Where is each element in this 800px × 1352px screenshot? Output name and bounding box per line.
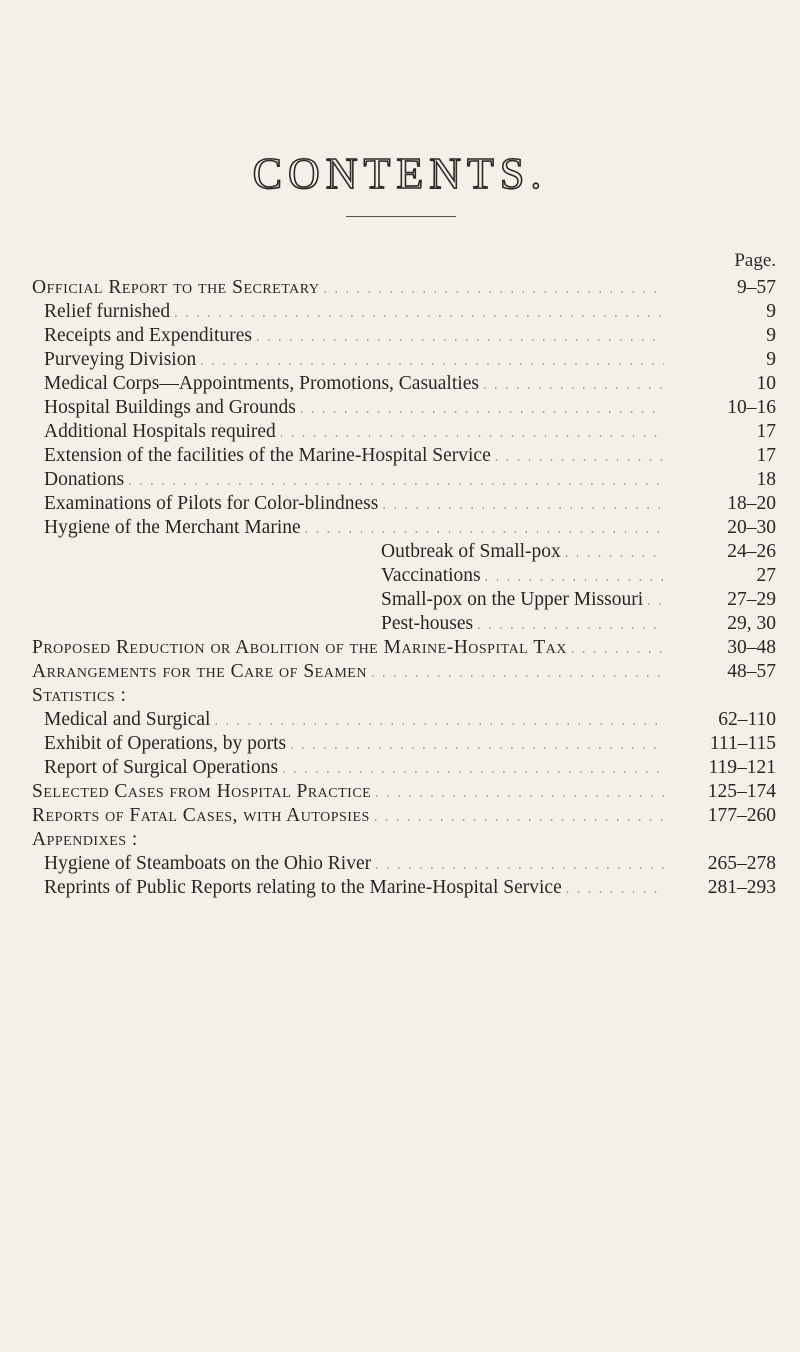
toc-entry-page: 177–260 [707,805,776,826]
dot-leader [382,494,664,518]
dot-leader [647,590,664,614]
toc-entry-label: Selected Cases from Hospital Practice [32,781,372,802]
dot-leader [128,470,664,494]
toc-entry [32,564,776,588]
toc-entry [32,804,776,828]
dot-leader [477,614,664,638]
toc-entry-page: 62–110 [718,709,776,730]
toc-entry-page: 125–174 [707,781,776,802]
dot-leader [571,638,664,662]
toc-entry-page: 111–115 [709,733,776,754]
toc-entry [32,324,776,348]
toc-entry-label: Statistics : [32,685,127,706]
toc-entry-page: 27–29 [727,589,776,610]
dot-leader [200,350,664,374]
dot-leader [174,302,664,326]
toc-entry-label: Pest-houses [381,613,474,634]
toc-entry [32,468,776,492]
toc-entry [32,540,776,564]
dot-leader [323,278,664,302]
toc-entry [32,660,776,684]
dot-leader [374,806,664,830]
toc-entry [32,876,776,900]
toc-entry-page: 281–293 [707,877,776,898]
toc-entry-label: Small-pox on the Upper Missouri [381,589,644,610]
toc-entry-page: 48–57 [727,661,776,682]
toc-entry [32,852,776,876]
toc-entry-page: 18–20 [727,493,776,514]
dot-leader [256,326,664,350]
toc-entry-label: Hygiene of Steamboats on the Ohio River [44,853,372,874]
dot-leader [375,854,664,878]
toc-entry [32,492,776,516]
toc-entry-page: 10 [756,373,776,394]
toc-entry-page: 9 [766,301,776,322]
toc-entry-label: Outbreak of Small-pox [381,541,561,562]
toc-entry-page: 24–26 [727,541,776,562]
toc-entry-label: Reports of Fatal Cases, with Autopsies [32,805,370,826]
dot-leader [566,878,664,902]
toc-entry-label: Medical Corps—Appointments, Promotions, Casualties [44,373,479,394]
toc-entry-page: 18 [756,469,776,490]
toc-entry [32,516,776,540]
page-title: CONTENTS. [252,149,548,198]
toc-entry-label: Extension of the facilities of the Marine-Hospital Service [44,445,491,466]
toc-entry-page: 9 [766,349,776,370]
toc-entry [32,828,776,852]
dot-leader [371,662,664,686]
toc-entry [32,612,776,636]
toc-entry-label: Report of Surgical Operations [44,757,279,778]
toc-entry-page: 17 [756,445,776,466]
toc-entry-label: Vaccinations [381,565,481,586]
toc-entry-label: Purveying Division [44,349,197,370]
dot-leader [214,710,664,734]
toc-entry-page: 265–278 [707,853,776,874]
dot-leader [290,734,664,758]
dot-leader [485,566,664,590]
toc-entry-label: Arrangements for the Care of Seamen [32,661,367,682]
table-of-contents [32,276,776,900]
toc-entry [32,780,776,804]
toc-entry-label: Exhibit of Operations, by ports [44,733,287,754]
dot-leader [280,422,664,446]
dot-leader [305,518,664,542]
toc-entry [32,708,776,732]
toc-entry [32,300,776,324]
toc-entry-page: 9 [766,325,776,346]
dot-leader [483,374,664,398]
toc-entry [32,372,776,396]
dot-leader [565,542,664,566]
toc-entry-label: Proposed Reduction or Abolition of the Marine-Hospital Tax [32,637,567,658]
toc-entry-page: 20–30 [727,517,776,538]
toc-entry-page: 29, 30 [727,613,776,634]
dot-leader [300,398,664,422]
toc-entry [32,756,776,780]
toc-entry-label: Receipts and Expenditures [44,325,252,346]
toc-entry-page: 119–121 [708,757,776,778]
toc-entry [32,348,776,372]
toc-entry [32,396,776,420]
toc-entry-label: Hygiene of the Merchant Marine [44,517,301,538]
toc-entry-page: 10–16 [727,397,776,418]
page-column-header: Page. [734,250,776,271]
toc-entry [32,732,776,756]
toc-entry-page: 27 [756,565,776,586]
toc-entry-page: 17 [756,421,776,442]
toc-entry-label: Medical and Surgical [44,709,211,730]
toc-entry-page: 9–57 [737,277,776,298]
dot-leader [375,782,664,806]
toc-entry-label: Reprints of Public Reports relating to the Marine-Hospital Service [44,877,562,898]
toc-entry-label: Appendixes : [32,829,138,850]
toc-entry [32,636,776,660]
toc-entry-label: Donations [44,469,125,490]
toc-entry [32,420,776,444]
toc-entry [32,588,776,612]
toc-entry-label: Official Report to the Secretary [32,277,320,298]
toc-entry [32,684,776,708]
toc-entry-label: Additional Hospitals required [44,421,276,442]
toc-entry [32,444,776,468]
toc-entry [32,276,776,300]
dot-leader [282,758,664,782]
toc-entry-label: Hospital Buildings and Grounds [44,397,296,418]
toc-entry-label: Relief furnished [44,301,171,322]
title-rule [346,216,456,217]
toc-entry-page: 30–48 [727,637,776,658]
dot-leader [495,446,664,470]
toc-entry-label: Examinations of Pilots for Color-blindness [44,493,379,514]
